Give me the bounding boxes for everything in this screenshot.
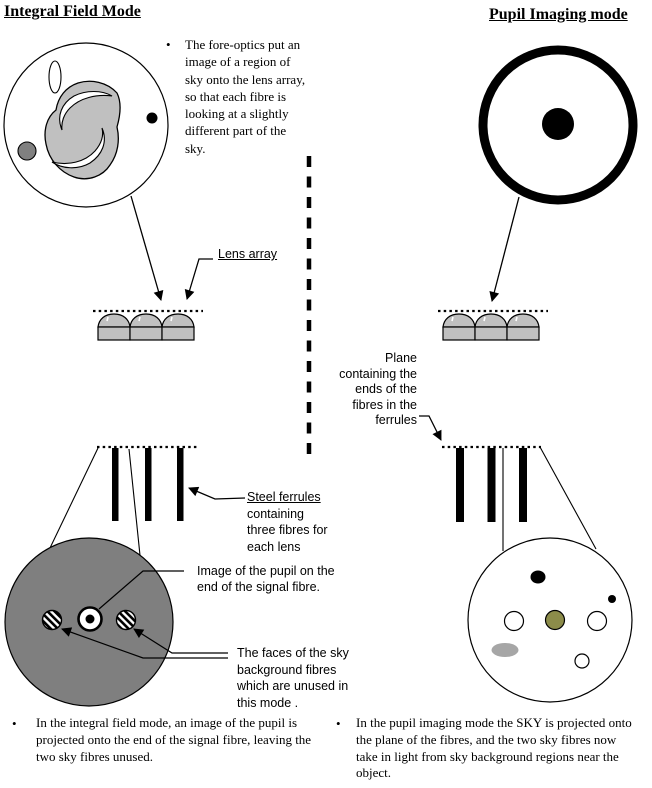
text-line: Steel ferrules [247,490,321,504]
sky-field-circle [4,43,168,207]
signal-fibre-face-on-object [546,611,565,630]
bullet-marker: • [12,716,17,731]
sky-fibre-label [237,645,349,711]
lens-array-label-arrow [187,259,213,299]
text-line: In the integral field mode, an image of the pupil is [36,715,298,730]
plane-label-arrow [419,416,441,440]
text-line: sky. [185,140,206,156]
right-summary-text [356,715,632,782]
text-line: ends of the [355,382,417,396]
magnify-cone-line [50,448,98,548]
edge-on-galaxy-icon [49,61,61,93]
faint-object-icon [18,142,36,160]
pupil-image-label [197,563,335,595]
pupil-central-obstruction [542,108,574,140]
text-line: each lens [247,539,301,554]
pupil-image-dot [86,615,95,624]
text-line: different part of the [185,123,287,139]
text-line: this mode . [237,695,299,710]
text-line: which are unused in [237,679,349,693]
text-line: The fore-optics put an [185,37,301,52]
ferrule-face-circle [5,538,173,706]
object-blob-icon [531,571,546,584]
magnify-cone-line [540,447,596,549]
text-line: sky onto the lens array, [185,71,306,87]
text-line: two sky fibres unused. [36,748,153,764]
sky-fibre-face-right [588,612,607,631]
text-line: take in light from sky background regions near the [356,748,619,764]
text-line: so that each fibre is [185,88,287,104]
text-line: fibres in the [352,397,417,412]
lens-array-left [93,311,203,340]
text-line: the plane of the fibres, and the two sky fibres now [356,731,617,747]
pupil-to-lens-arrow [492,197,519,301]
sky-on-fibres-circle [468,538,632,702]
text-line: background fibres [237,662,337,677]
text-line: ferrules [375,413,417,427]
pupil-circle [483,50,633,200]
text-line: Image of the pupil on the [197,564,335,578]
bullet-marker: • [336,716,341,731]
empty-fibre-face [575,654,589,668]
text-line: containing [247,506,304,521]
plane-label [317,351,417,429]
ferrules-label-arrow [189,488,245,499]
sky-fibre-face-left [43,611,62,630]
text-line: object. [356,765,392,781]
sky-fibre-face-left [505,612,524,631]
star-icon [608,595,616,603]
text-line: In the pupil imaging mode the SKY is projected onto [356,715,632,730]
sky-fibre-face-right [117,611,136,630]
sky-to-lens-arrow [131,196,161,300]
intro-bullet-text [185,36,305,157]
steel-ferrules-label [247,489,328,555]
faint-nebula-icon [492,643,519,657]
right-title: Pupil Imaging mode [489,6,628,23]
text-line: image of a region of [185,54,291,70]
text-line: Plane [385,351,417,365]
bullet-marker: • [166,37,171,52]
magnify-cone-line [129,449,141,565]
lens-array-label: Lens array [218,247,278,261]
lens-array-right [438,311,548,340]
text-line: looking at a slightly [185,106,289,122]
star-icon [147,113,158,124]
text-line: end of the signal fibre. [197,580,320,594]
text-line: three fibres for [247,523,328,537]
text-line: containing the [339,366,417,381]
ferrules-left [97,447,197,521]
text-line: projected onto the end of the signal fibre, leaving the [36,731,312,747]
left-title: Integral Field Mode [4,3,141,20]
left-summary-text [36,715,311,765]
ferrules-right [442,447,541,522]
text-line: The faces of the sky [237,646,349,660]
